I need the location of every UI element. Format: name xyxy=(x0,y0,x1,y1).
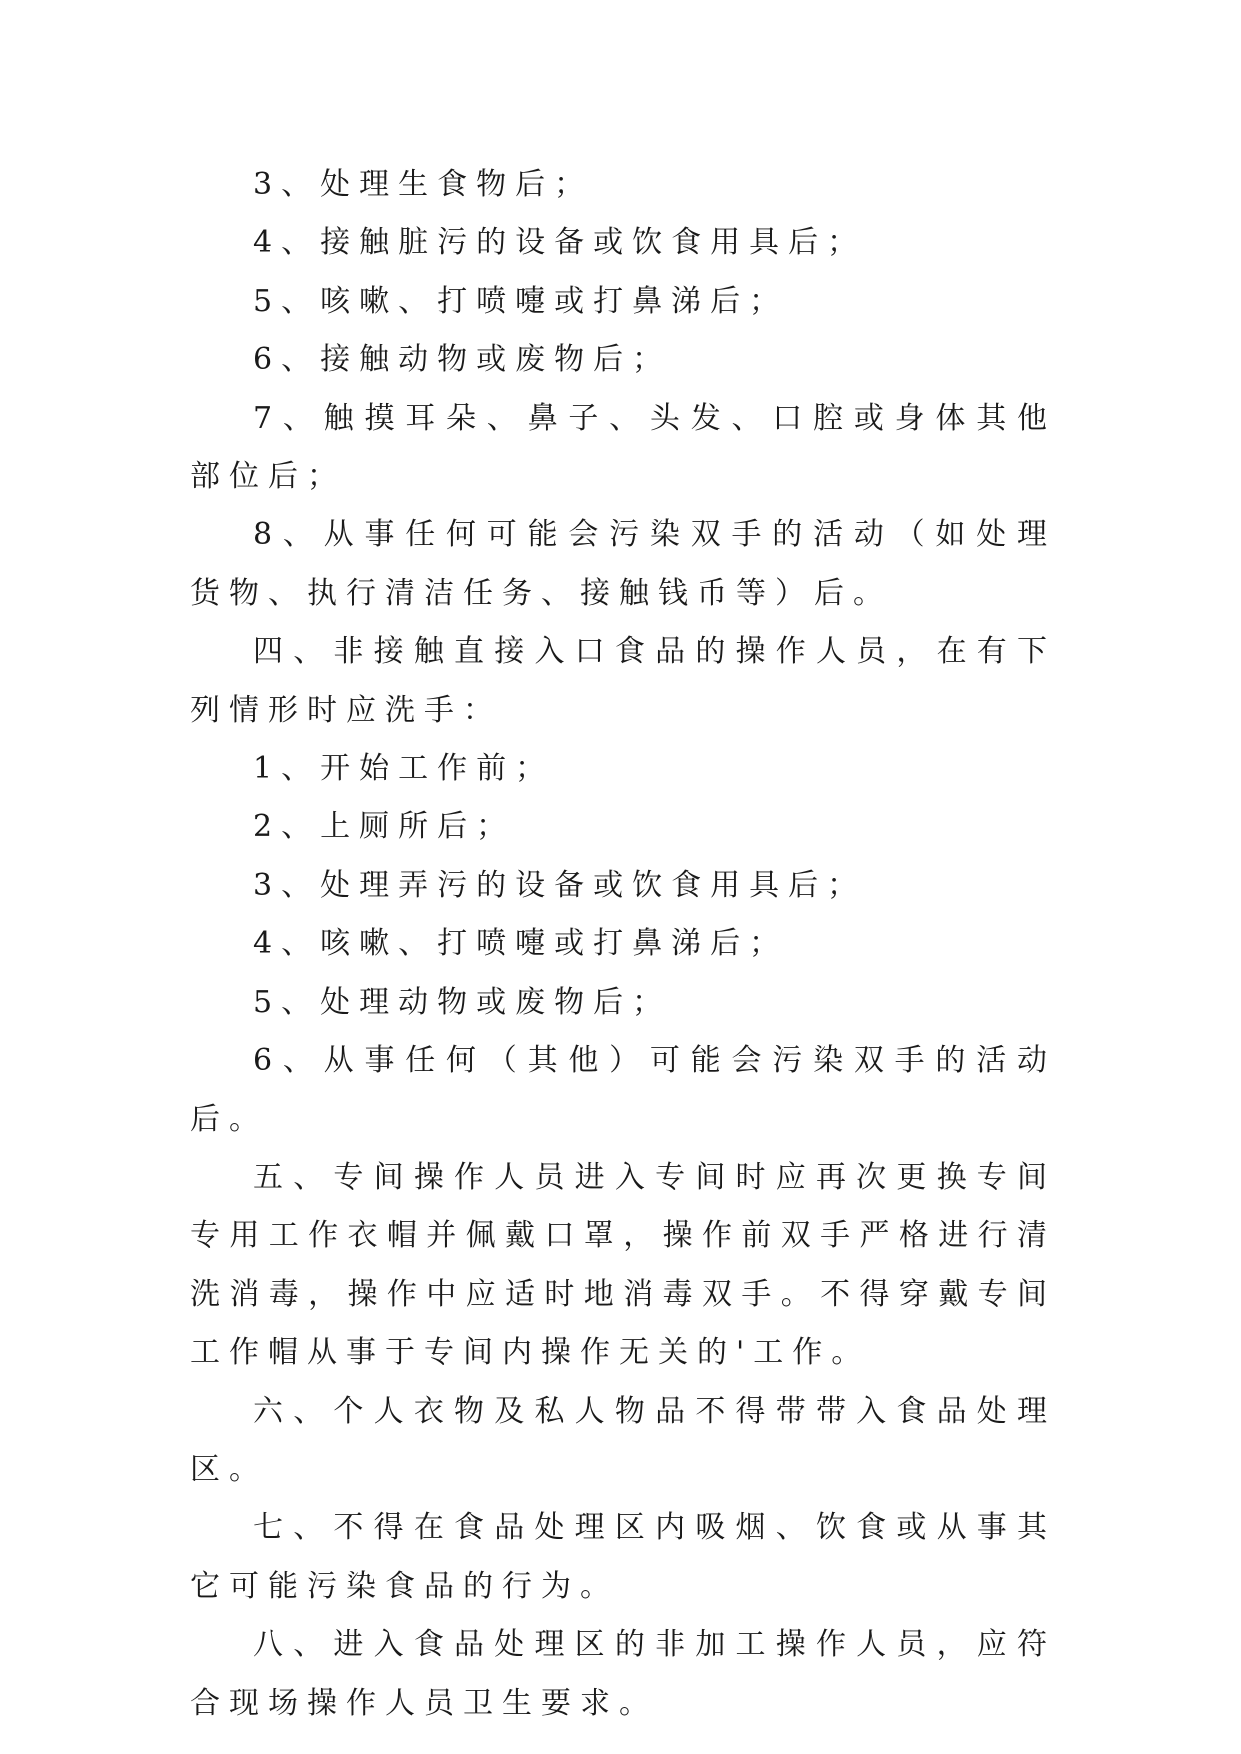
paragraph-section-4-item-4: 4、咳嗽、打喷嚏或打鼻涕后； xyxy=(253,926,789,962)
paragraph-item-4-dirty-equipment: 4、接触脏污的设备或饮食用具后； xyxy=(253,225,867,261)
paragraph-section-7: 七、不得在食品处理区内吸烟、饮食或从事其它可能污染食品的行为。 xyxy=(190,1510,1056,1604)
paragraph-section-4-item-1: 1、开始工作前； xyxy=(253,751,555,787)
paragraph-section-4: 四、非接触直接入口食品的操作人员，在有下列情形时应洗手： xyxy=(190,634,1056,728)
paragraph-item-3-raw-food: 3、处理生食物后； xyxy=(253,167,594,202)
paragraph-section-4-item-6: 6、从事任何（其他）可能会污染双手的活动后。 xyxy=(190,1043,1056,1137)
paragraph-section-6: 六、个人衣物及私人物品不得带带入食品处理区。 xyxy=(190,1393,1056,1487)
paragraph-item-6-animals-waste: 6、接触动物或废物后； xyxy=(253,342,672,378)
paragraph-section-4-item-2: 2、上厕所后； xyxy=(253,809,516,845)
paragraph-section-8: 八、进入食品处理区的非加工操作人员，应符合现场操作人员卫生要求。 xyxy=(190,1627,1056,1721)
paragraph-section-4-item-5: 5、处理动物或废物后； xyxy=(253,984,672,1020)
paragraph-section-5: 五、专间操作人员进入专间时应再次更换专间专用工作衣帽并佩戴口罩，操作前双手严格进行清洗消毒，操作中应适时地消毒双手。不得穿戴专间工作帽从事于专间内操作无关的'工作。 xyxy=(190,1159,1056,1371)
paragraph-item-8-contaminating-activity: 8、从事任何可能会污染双手的活动（如处理货物、执行清洁任务、接触钱币等）后。 xyxy=(190,517,1056,611)
document-body xyxy=(190,156,1056,1733)
paragraph-section-4-item-3: 3、处理弄污的设备或饮食用具后； xyxy=(253,867,867,903)
paragraph-item-5-cough-sneeze: 5、咳嗽、打喷嚏或打鼻涕后； xyxy=(253,283,789,319)
paragraph-item-7-touch-body: 7、触摸耳朵、鼻子、头发、口腔或身体其他部位后； xyxy=(190,400,1056,495)
